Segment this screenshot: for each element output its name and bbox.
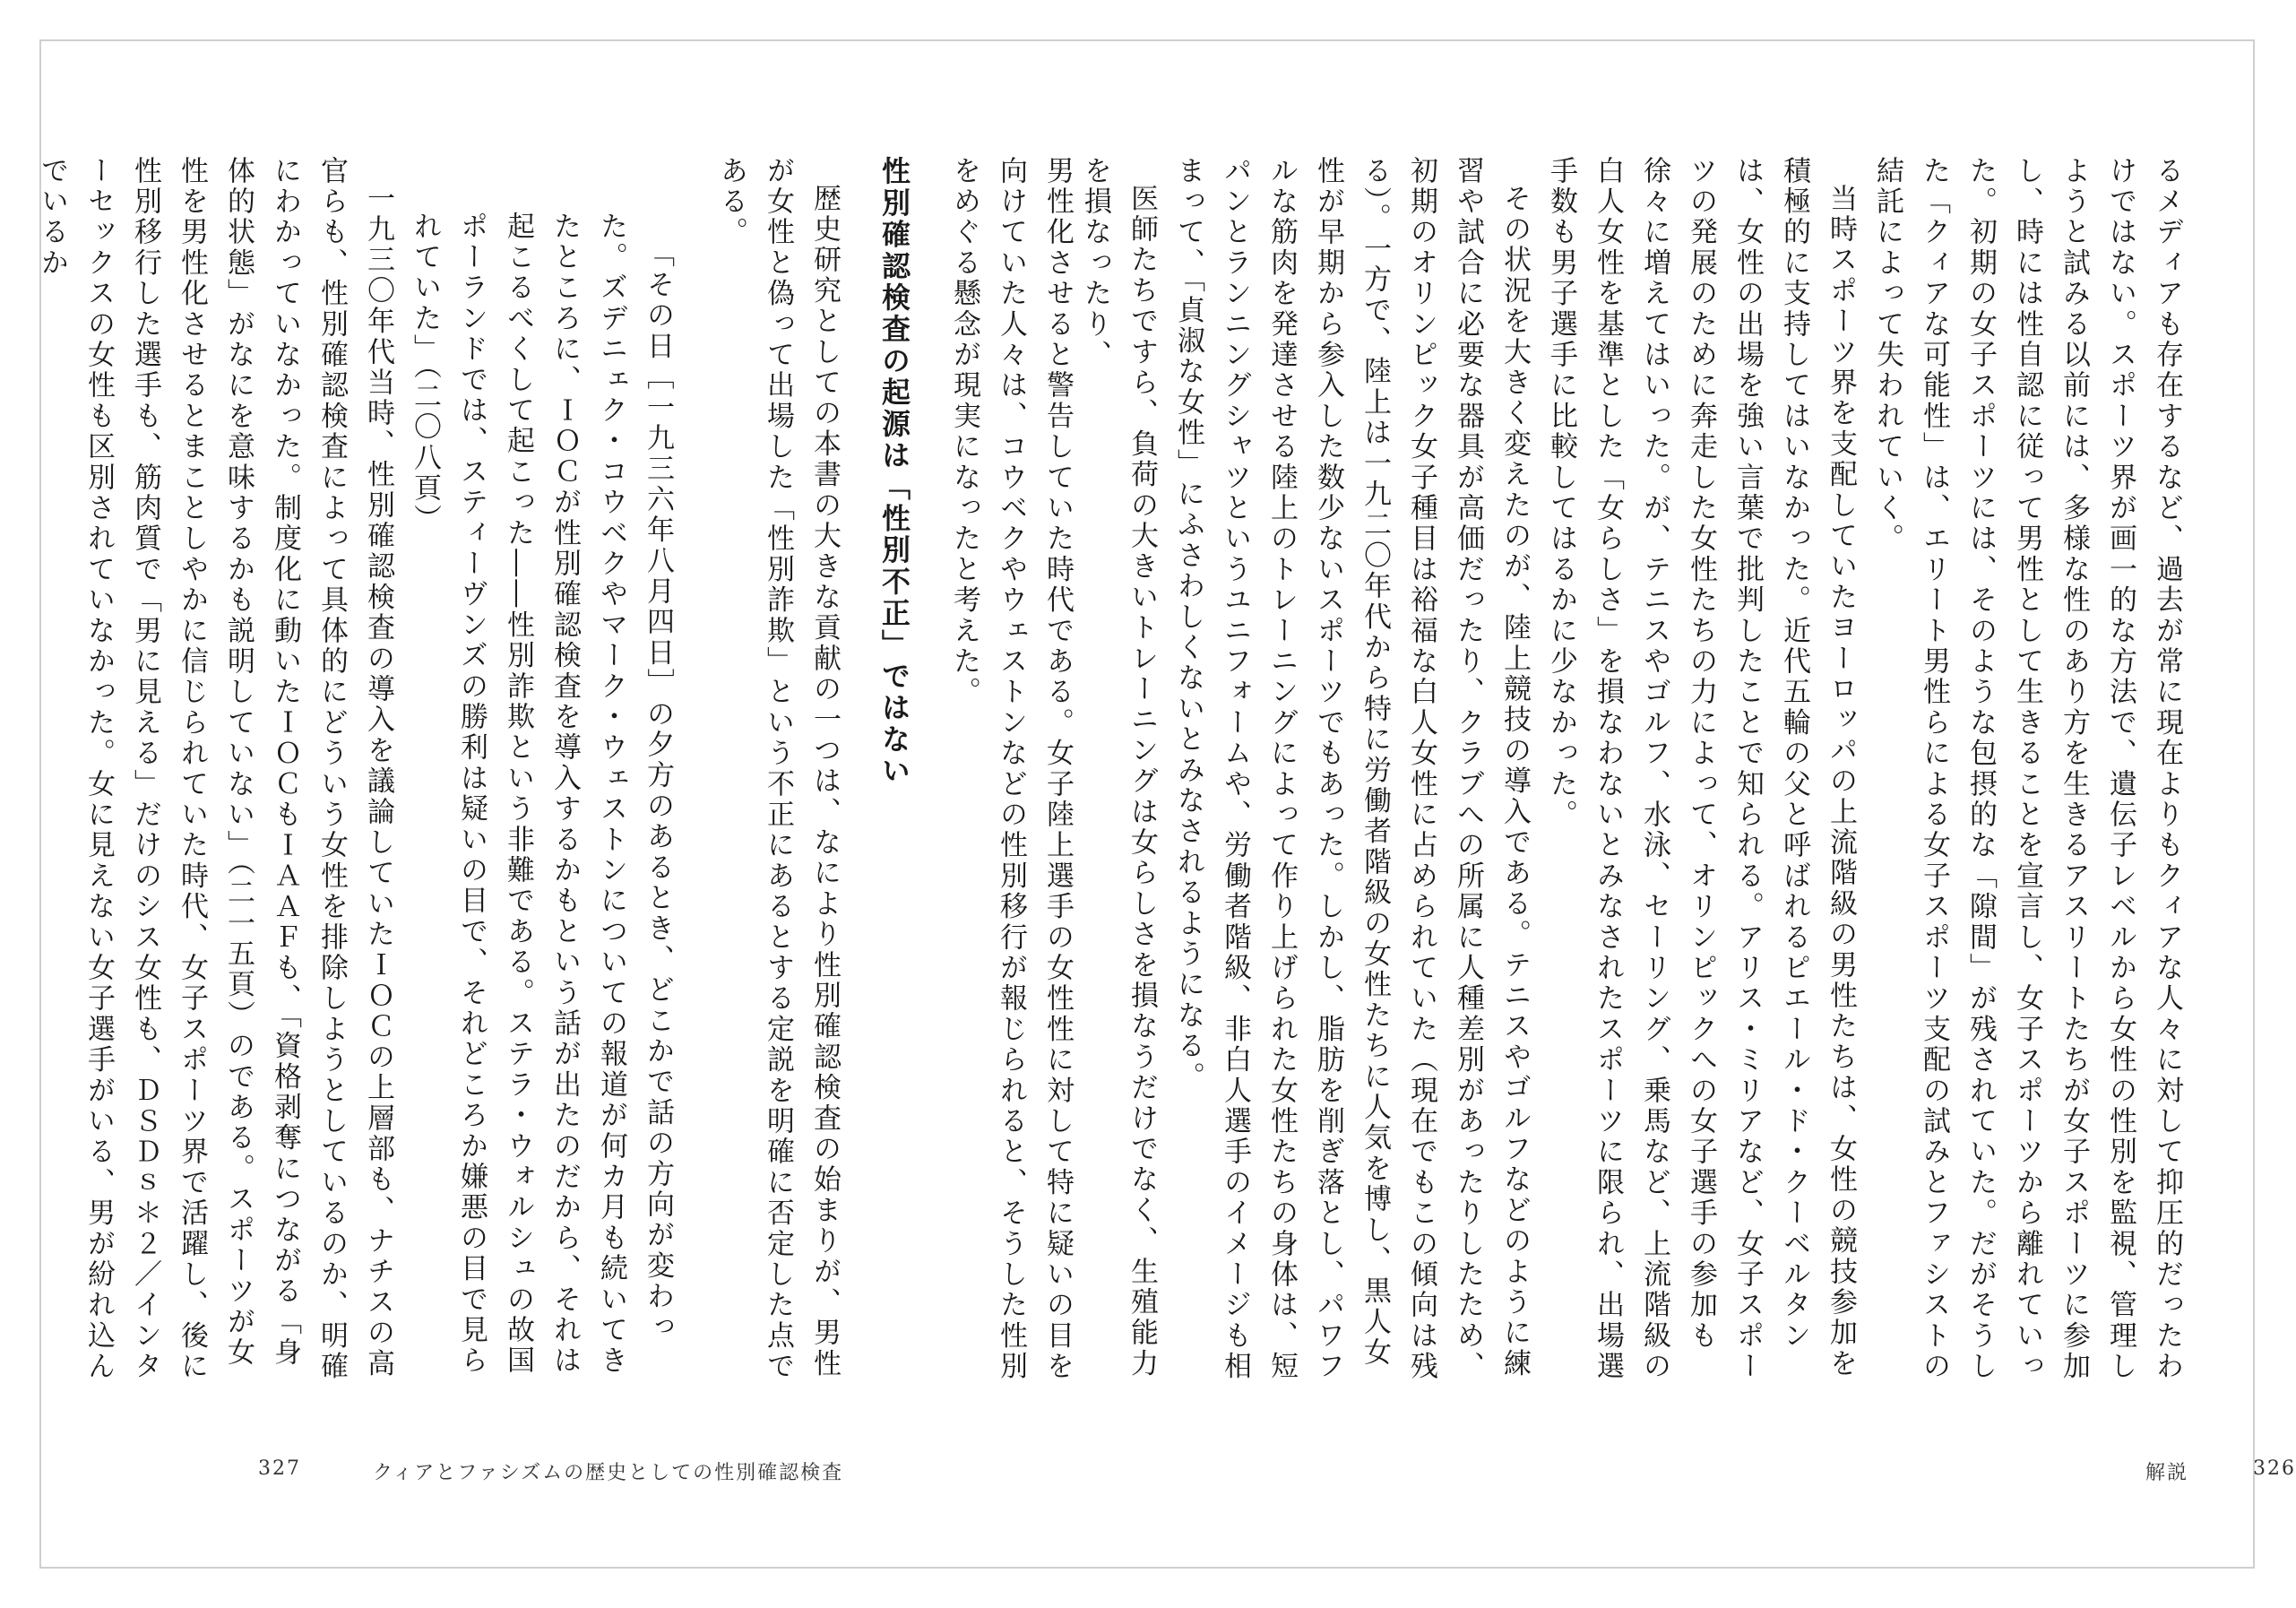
page-number-right: 326 — [2253, 1457, 2296, 1480]
block-quote: 「その日［一九三六年八月四日］の夕方のあるとき、どこかで話の方向が変わった。ズデニェク・コウベクやマーク・ウェストンについての報道が何カ月も続いてきたところに、ＩＯＣが性別確認検査を導入するかもという話が出たのだから、それは起こるべくして起こった――性別詐欺という非難である。ステラ・ウォルシュの故国ポーランドでは、スティーヴンズの勝利は疑いの目で、それどころか嫌悪の目で見られていた」（二〇八頁） — [409, 212, 674, 1377]
left-page-body — [36, 156, 1081, 1384]
paragraph: 一九三〇年代当時、性別確認検査の導入を議論していたＩＯＣの上層部も、ナチスの高官らも、性別確認検査によって具体的にどういう女性を排除しようとしているのか、明確にわかっていなかった。制度化に動いたＩＯＣもＩＡＡＦも、「資格剥奪につながる「身体的状態」がなにを意味するかも説明していない」（二一五頁）のである。スポーツが女性を男性化させるとまことしやかに信じられていた時代、女子スポーツ界で活躍し、後に性別移行した選手も、筋肉質で「男に見える」だけのシス女性も、ＤＳＤｓ＊２／インターセックスの女性も区別されていなかった。女に見えない女子選手がいる、男が紛れ込んでいるか — [36, 156, 394, 1382]
running-title: クィアとファシズムの歴史としての性別確認検査 — [373, 1462, 844, 1484]
right-page-body — [1079, 156, 2190, 1384]
page-number-left: 327 — [258, 1457, 301, 1480]
section-label: 解説 — [2145, 1462, 2189, 1484]
paragraph: 医師たちですら、負荷の大きいトレーニングは女らしさを損なうだけでなく、生殖能力を損なったり、 — [1079, 156, 1158, 1379]
left-page — [36, 41, 1149, 1567]
paragraph: るメディアも存在するなど、過去が常に現在よりもクィアな人々に対して抑圧的だったわけではない。スポーツ界が画一的な方法で、遺伝子レベルから女性の性別を監視、管理しようと試みる以前には、多様な性のあり方を生きるアスリートたちが女子スポーツに参加し、時には性自認に従って男性として生きることを宣言し、女子スポーツから離れていった。初期の女子スポーツには、そのような包摂的な「隙間」が残されていた。だがそうした「クィアな可能性」は、エリート男性らによる女子スポーツ支配の試みとファシストの結託によって失われていく。 — [1871, 156, 2183, 1382]
paragraph: 当時スポーツ界を支配していたヨーロッパの上流階級の男性たちは、女性の競技参加を積極的に支持してはいなかった。近代五輪の父と呼ばれるピエール・ド・クーベルタンは、女性の出場を強い言葉で批判したことで知られる。アリス・ミリアなど、女子スポーツの発展のために奔走した女性たちの力によって、オリンピックへの女子選手の参加も徐々に増えてはいった。が、テニスやゴルフ、水泳、セーリング、乗馬など、上流階級の白人女性を基準とした「女らしさ」を損なわないとみなされたスポーツに限られ、出場選手数も男子選手に比較してはるかに少なかった。 — [1545, 156, 1857, 1382]
book-spread — [36, 39, 2296, 1569]
right-page — [1079, 41, 2296, 1567]
paragraph: 歴史研究としての本書の大きな貢献の一つは、なにより性別確認検査の始まりが、男性が女性と偽って出場した「性別詐欺」という不正にあるとする定説を明確に否定した点である。 — [715, 156, 841, 1382]
paragraph: 男性化させると警告していた時代である。女子陸上選手の女性性に対して特に疑いの目を向けていた人々は、コウベクやウェストンなどの性別移行が報じられると、そうした性別をめぐる懸念が現実になったと考えた。 — [948, 156, 1074, 1382]
paragraph: その状況を大きく変えたのが、陸上競技の導入である。テニスやゴルフなどのように練習や試合に必要な器具が高価だったり、クラブへの所属に人種差別があったりしたため、初期のオリンピック女子種目は裕福な白人女性に占められていた（現在でもこの傾向は残る）。一方で、陸上は一九二〇年代から特に労働者階級の女性たちに人気を博し、黒人女性が早期から参入した数少ないスポーツでもあった。しかし、脂肪を削ぎ落とし、パワフルな筋肉を発達させる陸上のトレーニングによって作り上げられた女性たちの身体は、短パンとランニングシャツというユニフォームや、労働者階級、非白人選手のイメージも相まって、「貞淑な女性」にふさわしくないとみなされるようになる。 — [1172, 156, 1531, 1382]
section-heading: 性別確認検査の起源は「性別不正」ではない — [877, 156, 911, 787]
